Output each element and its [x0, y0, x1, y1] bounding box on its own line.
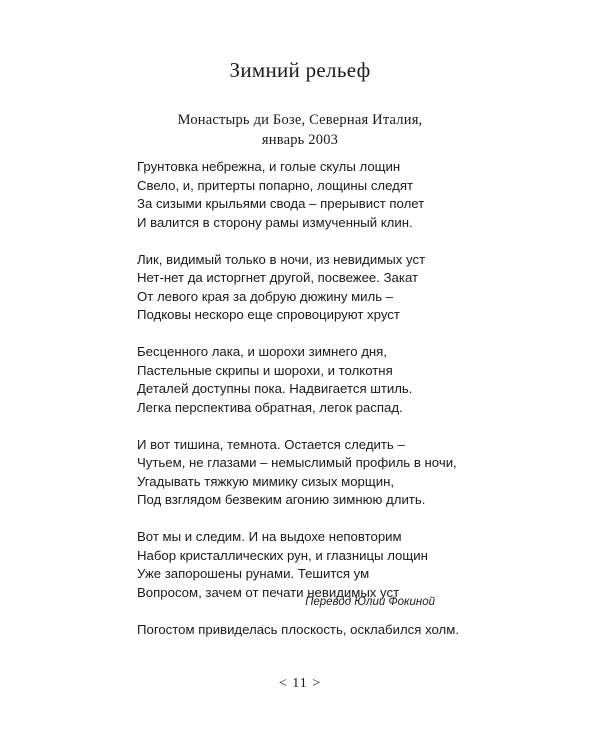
poem-line: Пастельные скрипы и шорохи, и толкотня	[137, 362, 393, 378]
stanza	[137, 251, 577, 325]
poem-line: Лик, видимый только в ночи, из невидимых уст	[137, 251, 426, 267]
poem-line: И вот тишина, темнота. Остается следить –	[137, 436, 405, 452]
translator-credit: Перевод Юлии Фокиной	[305, 596, 435, 608]
poem-line: Угадывать тяжкую мимику сизых морщин,	[137, 473, 395, 489]
poem-line: Чутьем, не глазами – немыслимый профиль в ночи,	[137, 455, 457, 470]
poem-line: Свело, и, притерты попарно, лощины следят	[137, 177, 414, 193]
poem-title: Зимний рельеф	[229, 58, 371, 82]
poem-subtitle	[0, 110, 600, 150]
poem-line: Нет-нет да исторгнет другой, посвежее. Закат	[137, 270, 419, 285]
stanza-final	[137, 621, 577, 640]
stanza	[137, 436, 577, 510]
page-number: < 11 >	[278, 676, 322, 691]
poem-body	[137, 158, 577, 658]
poem-line: Уже запорошены рунами. Тешится ум	[137, 566, 370, 581]
poem-line: От левого края за добрую дюжину миль –	[137, 288, 394, 304]
stanza	[137, 158, 577, 232]
poem-line: Подковы нескоро еще спровоцируют хруст	[137, 307, 400, 322]
poem-line: За сизыми крыльями свода – прерывист полет	[137, 196, 425, 211]
poem-line: Вот мы и следим. И на выдохе неповторим	[137, 529, 402, 544]
poem-line: Набор кристаллических рун, и глазницы лощин	[137, 547, 428, 563]
subtitle-date: январь 2003	[261, 132, 339, 148]
stanza	[137, 528, 577, 602]
poem-line: Вопросом, зачем от печати невидимых уст	[137, 584, 400, 600]
subtitle-place: Монастырь ди Бозе, Северная Италия,	[177, 112, 423, 128]
poem-line: Бесценного лака, и шорохи зимнего дня,	[137, 344, 387, 359]
poem-line: И валится в сторону рамы измученный клин.	[137, 214, 413, 230]
poem-line: Деталей доступны пока. Надвигается штиль.	[137, 381, 413, 396]
poem-line: Грунтовка небрежна, и голые скулы лощин	[137, 159, 401, 174]
poem-line: Легка перспектива обратная, легок распад.	[137, 399, 403, 415]
poem-line: Погостом привиделась плоскость, осклабился холм.	[137, 621, 459, 637]
poem-line: Под взглядом безвеким агонию зимнюю длить.	[137, 492, 426, 507]
stanza	[137, 343, 577, 417]
